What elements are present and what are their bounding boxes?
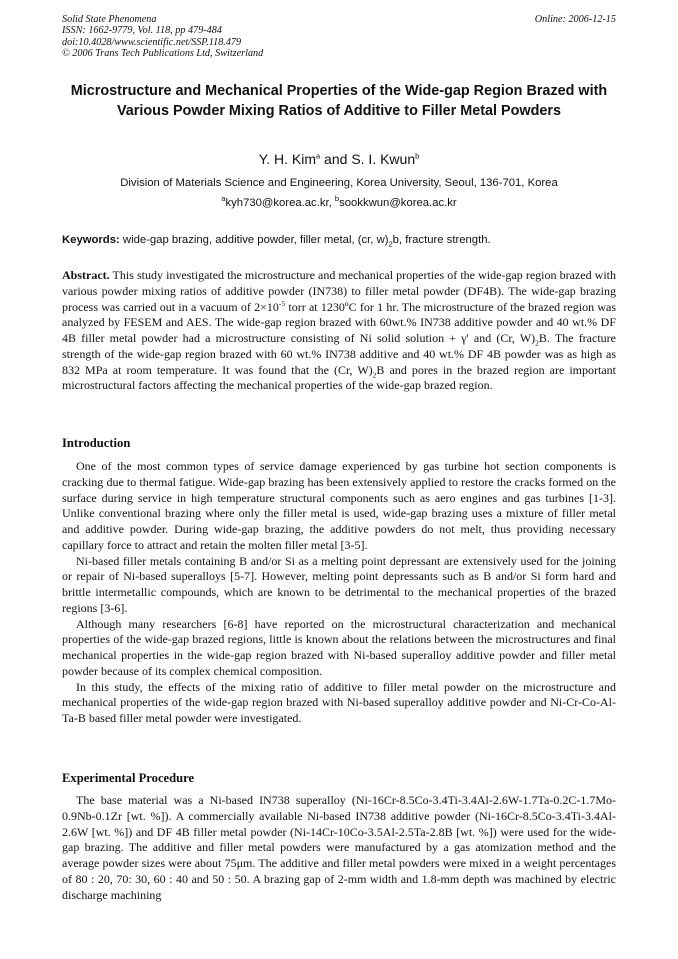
- keywords-text-2: b, fracture strength.: [392, 234, 491, 246]
- introduction-heading: Introduction: [62, 436, 131, 450]
- intro-paragraph-3: Although many researchers [6-8] have reported on the microstructural characterization and mechanical properties of the wide-gap brazed regions, little is known about the relations between the microstructures and final mechanical properties in the wide-gap region brazed with Ni-based superalloy additive powder and filler metal powder because of its complex chemical composition.: [62, 616, 616, 678]
- copyright-line: © 2006 Trans Tech Publications Ltd, Switzerland: [62, 48, 264, 60]
- abstract-label: Abstract.: [62, 268, 110, 282]
- abstract: [62, 268, 616, 394]
- keywords-text-1: wide-gap brazing, additive powder, filler metal, (cr, w): [119, 234, 389, 246]
- abstract-sub-1: 2: [535, 338, 539, 348]
- online-date: Online: 2006-12-15: [534, 14, 616, 25]
- author-1: Y. H. Kim: [258, 151, 316, 167]
- paper-title: Microstructure and Mechanical Properties of the Wide-gap Region Brazed with Various Powder Mixing Ratios of Additive to Filler Metal Powders: [70, 83, 608, 119]
- keywords: [62, 233, 616, 248]
- email-a: kyh730@korea.ac.kr: [225, 197, 329, 209]
- keywords-sub: 2: [388, 239, 393, 249]
- intro-paragraph-1: One of the most common types of service damage experienced by gas turbine hot section components is cracking due to thermal fatigue. Wide-gap brazing has been extensively applied to restore the cracks formed on the surface during service in high temperature structural components such as aero engines and gas turbines [1-3]. Unlike conventional brazing where only the filler metal is used, wide-gap brazing uses a mixture of filler metal and additive powder. During wide-gap brazing, the additive powders do not melt, thus providing necessary capillary force to attract and retain the molten filler metal [3-5].: [62, 459, 616, 552]
- abstract-sup-1: -5: [278, 298, 286, 308]
- author-line: [62, 150, 616, 168]
- journal-name: Solid State Phenomena: [62, 14, 157, 25]
- author-and: and: [320, 151, 352, 167]
- introduction-body: [62, 459, 616, 727]
- abstract-text-4: B and pores in the brazed region are important microstructural factors affecting the mechanical properties of the wide-gap brazed region.: [62, 362, 616, 393]
- intro-paragraph-4: In this study, the effects of the mixing ratio of additive to filler metal powder on the microstructure and mechanical properties of the wide-gap region brazed with Ni-based superalloy additive powder and Ni-Cr-Co-Al-Ta-B based filler metal powder were investigated.: [62, 679, 616, 725]
- abstract-text-3: B. The fracture strength of the wide-gap region brazed with 60 wt.% IN738 additive and 40 wt.% DF 4B powder was as high as 832 MPa at room temperature. It was found that the (Cr, W): [62, 331, 616, 377]
- email-sep: ,: [328, 197, 335, 209]
- abstract-text-1: This study investigated the microstructure and mechanical properties of the wide-gap region brazed with various powder mixing ratios of additive powder (IN738) to filler metal powder (DF4B). The wide-gap brazing process was carried out in a vacuum of 2×10: [62, 268, 616, 314]
- experimental-heading: Experimental Procedure: [62, 771, 195, 785]
- email-line: [62, 196, 616, 211]
- abstract-sub-2: 2: [372, 369, 377, 379]
- email-b: sookkwun@korea.ac.kr: [339, 197, 457, 209]
- issn-line: ISSN: 1662-9779, Vol. 118, pp 479-484: [62, 25, 222, 37]
- affiliation: Division of Materials Science and Engineering, Korea University, Seoul, 136-701, Korea: [120, 177, 558, 189]
- abstract-text-2: torr at 1230ºC for 1 hr. The microstructure of the brazed region was analyzed by FESEM and AES. The wide-gap region brazed with 60wt.% IN738 additive powder and 40 wt.% DF 4B filler metal powder had a microstructure consisting of Ni solid solution + γ' and (Cr, W): [62, 299, 616, 345]
- doi-line: doi:10.4028/www.scientific.net/SSP.118.479: [62, 36, 242, 48]
- intro-paragraph-2: Ni-based filler metals containing B and/or Si as a melting point depressant are extensively used for the joining or repair of Ni-based superalloys [5-7]. However, melting point depressants such as B and/or Si form hard and brittle intermetallic compounds, which are known to be detrimental to the mechanical properties of the brazed regions [3-6].: [62, 553, 616, 615]
- author-2-sup: b: [415, 151, 420, 161]
- email-a-sup: a: [221, 194, 226, 204]
- author-2: S. I. Kwun: [351, 151, 416, 167]
- experimental-paragraph-1: The base material was a Ni-based IN738 superalloy (Ni-16Cr-8.5Co-3.4Ti-3.4Al-2.6W-1.7Ta-0.2C-1.7Mo-0.9Nb-0.1Zr [wt. %]). A commercially available Ni-based IN738 additive powder (Ni-16Cr-8.5Co-3.4Ti-3.4Al-2.6W [wt. %]) and DF 4B filler metal powder (Ni-14Cr-10Co-3.5Al-2.5Ta-2.8B [wt. %]) were used for the wide-gap brazing. The additive and filler metal powders were manufactured by a gas atomization method and the average powder sizes were about 75μm. The additive and filler metal powders were mixed in a weight percentages of 80 : 20, 70: 30, 60 : 40 and 50 : 50. A brazing gap of 2-mm width and 1.8-mm depth was machined by electric discharge machining: [62, 793, 616, 902]
- experimental-body: [62, 793, 616, 903]
- journal-header: [62, 14, 263, 60]
- author-1-sup: a: [316, 151, 321, 161]
- keywords-label: Keywords:: [62, 234, 120, 246]
- email-b-sup: b: [334, 194, 340, 204]
